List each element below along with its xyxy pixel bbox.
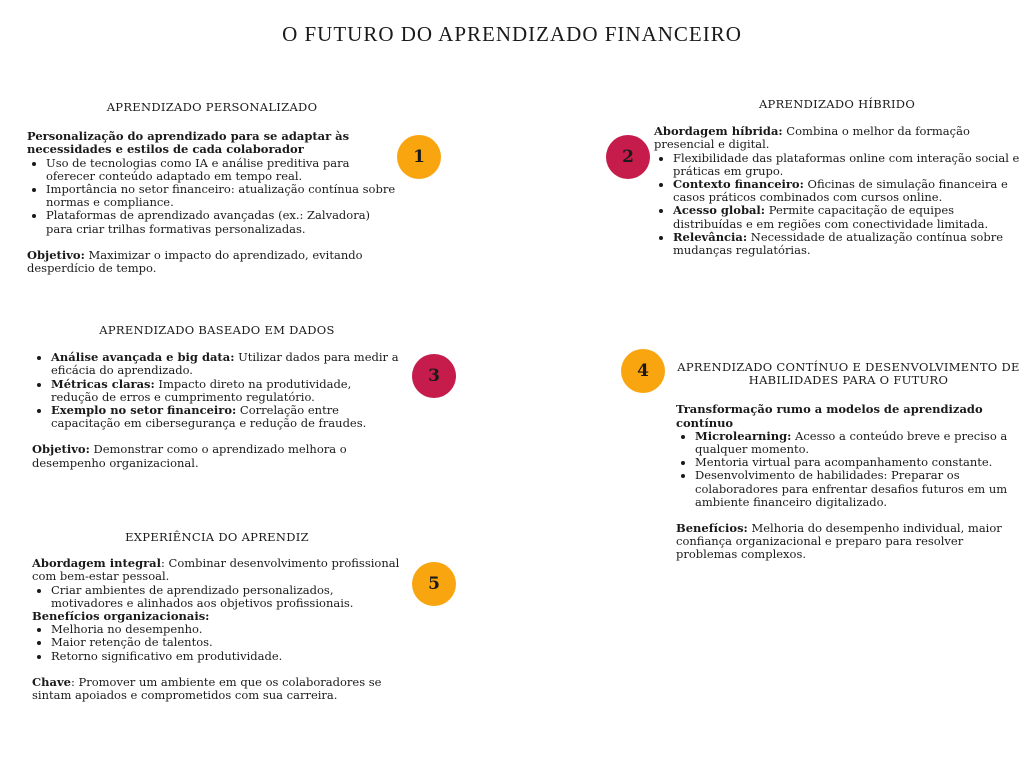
bullet-list <box>676 430 1021 509</box>
benefits-text: Benefícios: Melhoria do desempenho individual, maior confiança organizacional e preparo para resolver problemas complexos. <box>676 521 1002 562</box>
list-item: • Exemplo no setor financeiro: Correlação entre capacitação em cibersegurança e redução de fraudes. <box>51 404 402 430</box>
bullet-list <box>32 623 402 663</box>
list-item: • Contexto financeiro: Oficinas de simulação financeira e casos práticos combinados com cursos online. <box>673 178 1020 204</box>
list-item: • Relevância: Necessidade de atualização contínua sobre mudanças regulatórias. <box>673 231 1020 257</box>
section-data-driven <box>32 324 402 470</box>
section-continuous <box>676 361 1021 562</box>
section-intro: Abordagem integral: Combinar desenvolvimento profissional com bem-estar pessoal. <box>32 556 400 584</box>
bullet-list <box>27 157 397 236</box>
list-item: • Plataformas de aprendizado avançadas (ex.: Zalvadora) para criar trilhas formativas personalizadas. <box>46 209 397 235</box>
objective-text: Objetivo: Demonstrar como o aprendizado melhora o desempenho organizacional. <box>32 442 347 470</box>
list-item: • Uso de tecnologias como IA e análise preditiva para oferecer conteúdo adaptado em tempo real. <box>46 157 397 183</box>
section-hybrid <box>654 98 1020 257</box>
badge-2: 2 <box>606 135 650 179</box>
badge-1: 1 <box>397 135 441 179</box>
list-item: • Retorno significativo em produtividade. <box>51 650 402 663</box>
badge-3: 3 <box>412 354 456 398</box>
list-item: • Melhoria no desempenho. <box>51 623 402 636</box>
badge-4: 4 <box>621 349 665 393</box>
section-heading: APRENDIZADO HÍBRIDO <box>758 97 916 111</box>
list-item: • Flexibilidade das plataformas online com interação social e práticas em grupo. <box>673 152 1020 178</box>
list-item: • Acesso global: Permite capacitação de equipes distribuídas e em regiões com conectividade limitada. <box>673 204 1020 230</box>
section-personalized <box>27 101 397 275</box>
page-title: O FUTURO DO APRENDIZADO FINANCEIRO <box>282 22 742 46</box>
section-learner-experience <box>32 531 402 702</box>
section-intro: Abordagem híbrida: Combina o melhor da formação presencial e digital. <box>654 124 970 152</box>
list-item: • Maior retenção de talentos. <box>51 636 402 649</box>
badge-5: 5 <box>412 562 456 606</box>
section-heading: APRENDIZADO CONTÍNUO E DESENVOLVIMENTO DE HABILIDADES PARA O FUTURO <box>677 360 1020 388</box>
list-item: • Desenvolvimento de habilidades: Preparar os colaboradores para enfrentar desafios futuros em um ambiente financeiro digitalizado. <box>695 469 1021 509</box>
list-item: • Microlearning: Acesso a conteúdo breve e preciso a qualquer momento. <box>695 430 1021 456</box>
section-intro: Transformação rumo a modelos de aprendizado contínuo <box>676 402 983 430</box>
section-heading: EXPERIÊNCIA DO APRENDIZ <box>125 530 309 544</box>
list-item: • Criar ambientes de aprendizado personalizados, motivadores e alinhados aos objetivos profissionais. <box>51 584 402 610</box>
bullet-list <box>32 584 402 610</box>
list-item: • Análise avançada e big data: Utilizar dados para medir a eficácia do aprendizado. <box>51 351 402 377</box>
section-heading: APRENDIZADO BASEADO EM DADOS <box>99 323 335 337</box>
section-heading: APRENDIZADO PERSONALIZADO <box>106 100 318 114</box>
bullet-list <box>654 152 1020 258</box>
list-item: • Métricas claras: Impacto direto na produtividade, redução de erros e cumprimento regulatório. <box>51 378 402 404</box>
list-item: • Importância no setor financeiro: atualização contínua sobre normas e compliance. <box>46 183 397 209</box>
key-text: Chave: Promover um ambiente em que os colaboradores se sintam apoiados e comprometidos com sua carreira. <box>32 674 382 703</box>
benefits-heading: Benefícios organizacionais: <box>32 609 210 624</box>
bullet-list <box>32 351 402 430</box>
section-intro: Personalização do aprendizado para se adaptar às necessidades e estilos de cada colaborador <box>27 129 350 157</box>
list-item: • Mentoria virtual para acompanhamento constante. <box>695 456 1021 469</box>
objective-text: Objetivo: Maximizar o impacto do aprendizado, evitando desperdício de tempo. <box>27 247 363 276</box>
